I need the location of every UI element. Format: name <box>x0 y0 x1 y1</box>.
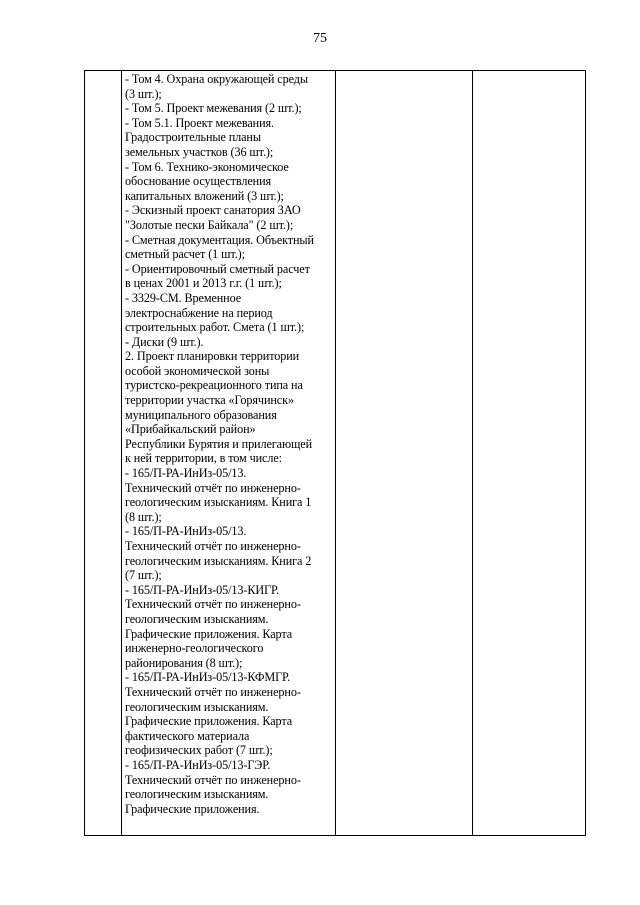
list-item: - 165/П-РА-ИнИз-05/13. Технический отчёт по инженерно- геологическим изысканиям. Книга 1 (8 шт.); <box>125 466 312 524</box>
table-cell-col4 <box>473 71 585 835</box>
list-item: - Том 5.1. Проект межевания. Градостроительные планы земельных участков (36 шт.); <box>125 115 274 159</box>
list-item: - 165/П-РА-ИнИз-05/13-ГЭР. Технический отчёт по инженерно- геологическим изысканиям. Графические приложения. <box>125 757 301 816</box>
table-cell-col3 <box>336 71 473 835</box>
list-item: - Том 4. Охрана окружающей среды (3 шт.); <box>125 72 308 101</box>
list-item: - 165/П-РА-ИнИз-05/13-КФМГР. Технический отчёт по инженерно- геологическим изысканиям. Графические приложения. Карта фактического материала геофизических работ (7 шт.); <box>125 670 301 758</box>
description-cell <box>122 71 336 835</box>
list-item: - Эскизный проект санатория ЗАО "Золотые пески Байкала" (2 шт.); <box>125 203 301 232</box>
description-list <box>125 72 332 816</box>
list-item: - Ориентировочный сметный расчет в ценах 2001 и 2013 г.г. (1 шт.); <box>125 261 310 291</box>
list-item: - 165/П-РА-ИнИз-05/13-КИГР. Технический отчёт по инженерно- геологическим изысканиям. Графические приложения. Карта инженерно-геологического районирования (8 шт.); <box>125 582 301 670</box>
list-item: - Диски (9 шт.). <box>125 334 204 349</box>
list-item: - Том 6. Технико-экономическое обоснование осуществления капитальных вложений (3 шт.); <box>125 159 289 203</box>
document-table <box>84 70 586 836</box>
list-item: - Том 5. Проект межевания (2 шт.); <box>125 101 302 116</box>
list-item: - Сметная документация. Объектный сметный расчет (1 шт.); <box>125 232 314 262</box>
page-number: 75 <box>313 31 327 46</box>
list-item: 2. Проект планировки территории особой экономической зоны туристско-рекреационного типа на территории участка «Горячинск» муниципального образования «Прибайкальский район» Республики Бурятия и прилегающей к ней территории, в том числе: <box>125 349 313 466</box>
list-item: - 3329-СМ. Временное электроснабжение на период строительных работ. Смета (1 шт.); <box>125 290 305 335</box>
row-number-cell <box>85 71 122 835</box>
list-item: - 165/П-РА-ИнИз-05/13. Технический отчёт по инженерно- геологическим изысканиям. Книга 2 (7 шт.); <box>125 524 312 583</box>
